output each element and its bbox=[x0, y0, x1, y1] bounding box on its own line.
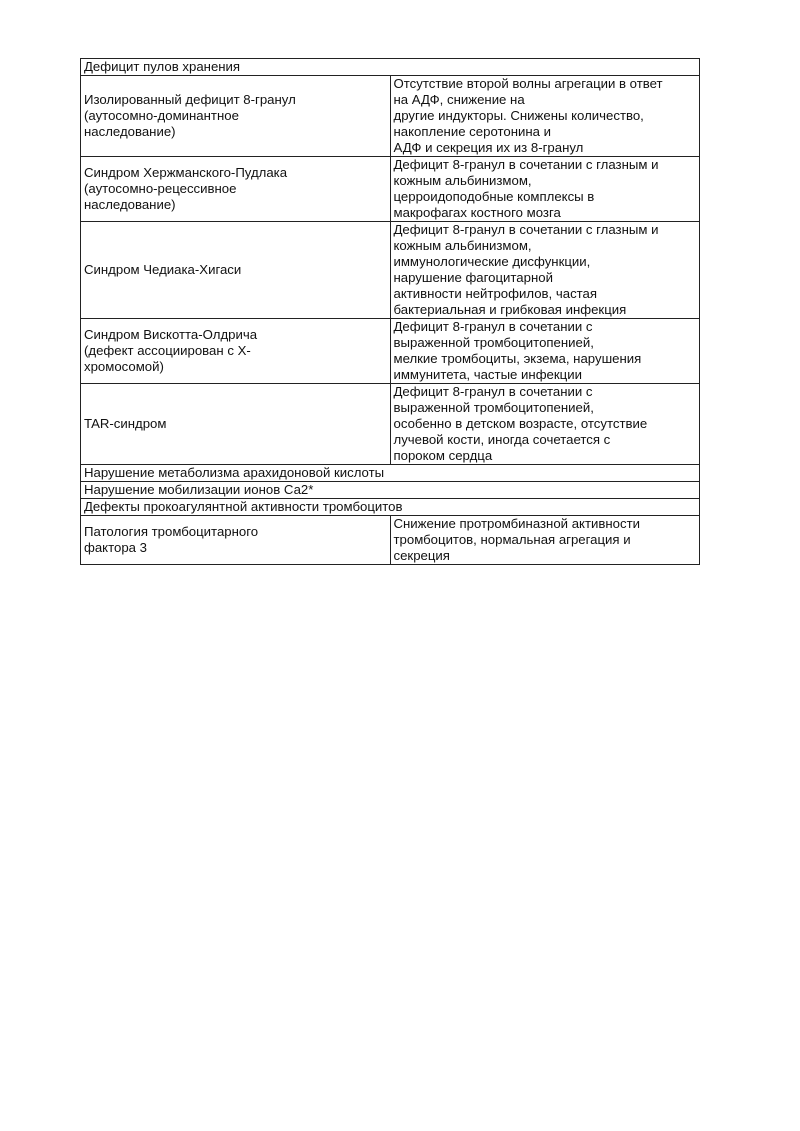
disorder-name: Синдром Вискотта-Олдрича (дефект ассоциирован с Х- хромосомой) bbox=[81, 319, 391, 384]
disorder-name: TAR-синдром bbox=[81, 384, 391, 465]
section-heading: Нарушение метаболизма арахидоновой кислоты bbox=[81, 465, 700, 482]
disorder-description: Отсутствие второй волны агрегации в ответ на АДФ, снижение на другие индукторы. Снижены количество, накопление серотонина и АДФ и секреция их из 8-гранул bbox=[390, 76, 700, 157]
disorder-name: Патология тромбоцитарного фактора 3 bbox=[81, 516, 391, 565]
disorder-description: Снижение протромбиназной активности тромбоцитов, нормальная агрегация и секреция bbox=[390, 516, 700, 565]
table-row bbox=[81, 222, 700, 319]
section-heading: Нарушение мобилизации ионов Са2* bbox=[81, 482, 700, 499]
section-heading: Дефицит пулов хранения bbox=[81, 59, 700, 76]
disorder-description: Дефицит 8-гранул в сочетании с глазным и кожным альбинизмом, иммунологические дисфункции, нарушение фагоцитарной активности нейтрофилов, частая бактериальная и грибковая инфекция bbox=[390, 222, 700, 319]
table-row bbox=[81, 516, 700, 565]
disorder-description: Дефицит 8-гранул в сочетании с глазным и кожным альбинизмом, церроидоподобные комплексы в макрофагах костного мозга bbox=[390, 157, 700, 222]
disorder-name: Синдром Чедиака-Хигаси bbox=[81, 222, 391, 319]
table-row bbox=[81, 157, 700, 222]
table-row bbox=[81, 384, 700, 465]
table-row bbox=[81, 319, 700, 384]
table-row bbox=[81, 76, 700, 157]
disorder-name: Синдром Хержманского-Пудлака (аутосомно-рецессивное наследование) bbox=[81, 157, 391, 222]
table-row bbox=[81, 499, 700, 516]
disorder-description: Дефицит 8-гранул в сочетании с выраженной тромбоцитопенией, мелкие тромбоциты, экзема, нарушения иммунитета, частые инфекции bbox=[390, 319, 700, 384]
disorder-description: Дефицит 8-гранул в сочетании с выраженной тромбоцитопенией, особенно в детском возрасте, отсутствие лучевой кости, иногда сочетается с пороком сердца bbox=[390, 384, 700, 465]
table-row bbox=[81, 465, 700, 482]
platelet-disorders-table bbox=[80, 58, 700, 565]
table-row bbox=[81, 59, 700, 76]
section-heading: Дефекты прокоагулянтной активности тромбоцитов bbox=[81, 499, 700, 516]
disorder-name: Изолированный дефицит 8-гранул (аутосомно-доминантное наследование) bbox=[81, 76, 391, 157]
table-row bbox=[81, 482, 700, 499]
